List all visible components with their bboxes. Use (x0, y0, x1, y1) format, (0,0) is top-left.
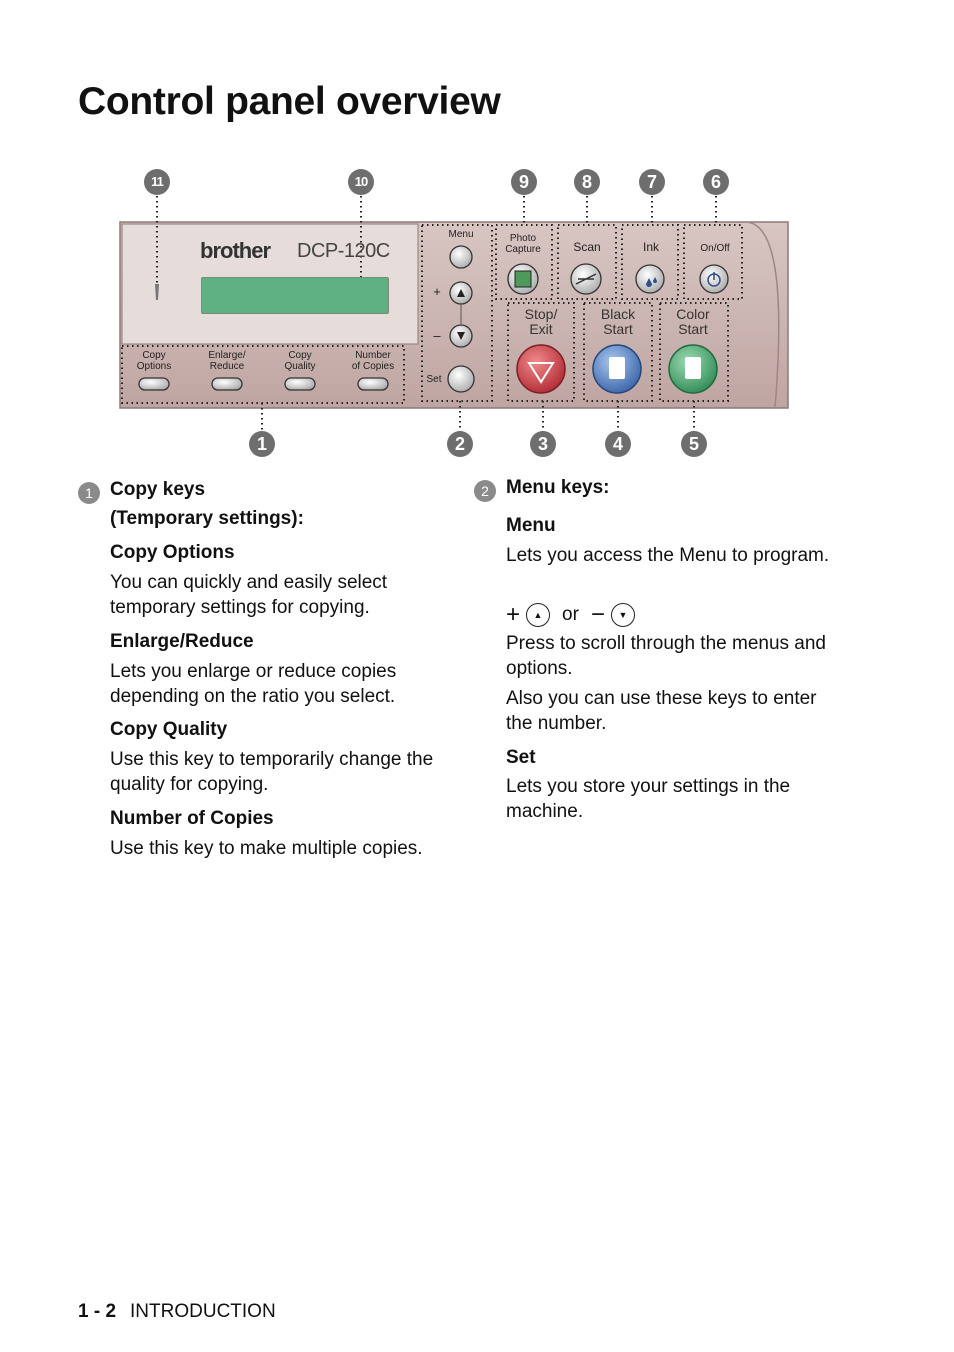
or-text: or (562, 604, 579, 625)
photo-capture-label: Photo Capture (505, 233, 541, 255)
callout-5: 5 (681, 431, 707, 457)
number-of-copies-title: Number of Copies (110, 808, 274, 829)
callout-10: 10 (348, 169, 374, 195)
copy-quality-title: Copy Quality (110, 719, 228, 740)
enlarge-reduce-label: Enlarge/ Reduce (208, 350, 246, 372)
model-name: DCP-120C (297, 240, 390, 262)
footer-section: INTRODUCTION (130, 1301, 276, 1322)
footer-page-number: 1 - 2 (78, 1301, 117, 1322)
lcd-display (201, 277, 389, 314)
copy-options-body: You can quickly and easily select temporary settings for copying. (110, 572, 388, 618)
copy-quality-label: Copy Quality (284, 350, 316, 372)
callout-2: 2 (447, 431, 473, 457)
enter-number-body: Also you can use these keys to enter the number. (506, 688, 817, 734)
copy-keys-heading: Copy keys (110, 479, 206, 500)
menu-body: Lets you access the Menu to program. (506, 545, 830, 566)
plus-minus-keys-line (506, 603, 635, 627)
up-arrow-icon: ▲ (526, 603, 550, 627)
control-panel-figure (0, 160, 954, 470)
callout-8: 8 (574, 169, 600, 195)
set-label: Set (426, 374, 442, 385)
callout-6: 6 (703, 169, 729, 195)
enlarge-reduce-title: Enlarge/Reduce (110, 631, 254, 652)
down-arrow-icon: ▼ (611, 603, 635, 627)
minus-sign: − (590, 601, 605, 628)
menu-title: Menu (506, 515, 556, 536)
set-title: Set (506, 747, 536, 768)
minus-label: – (433, 328, 441, 343)
callout-3: 3 (530, 431, 556, 457)
callout-4: 4 (605, 431, 631, 457)
number-of-copies-body: Use this key to make multiple copies. (110, 838, 423, 859)
callout-1: 1 (249, 431, 275, 457)
copy-quality-body: Use this key to temporarily change the quality for copying. (110, 749, 434, 795)
enlarge-reduce-body: Lets you enlarge or reduce copies depending on the ratio you select. (110, 661, 397, 707)
section-number-2: 2 (474, 480, 496, 502)
menu-keys-heading: Menu keys: (506, 477, 610, 498)
copy-options-title: Copy Options (110, 542, 235, 563)
callout-9: 9 (511, 169, 537, 195)
black-start-label: Black Start (600, 306, 636, 337)
temporary-settings-heading: (Temporary settings): (110, 508, 304, 529)
ink-label: Ink (642, 240, 659, 254)
number-of-copies-label: Number of Copies (351, 350, 395, 372)
page-footer (78, 1301, 276, 1323)
section-number-1: 1 (78, 482, 100, 504)
color-start-label: Color Start (676, 306, 710, 337)
callout-7: 7 (639, 169, 665, 195)
scan-label: Scan (573, 240, 601, 254)
plus-label: + (433, 284, 441, 299)
scroll-body: Press to scroll through the menus and options. (506, 633, 827, 679)
copy-options-label: Copy Options (136, 350, 172, 372)
control-panel-illustration (0, 160, 954, 470)
page-title: Control panel overview (78, 80, 501, 123)
callout-11: 11 (144, 169, 170, 195)
on-off-label: On/Off (700, 243, 730, 254)
menu-label: Menu (448, 229, 474, 240)
set-body: Lets you store your settings in the machine. (506, 776, 791, 822)
brand-logo: brother (200, 238, 270, 263)
plus-sign: + (506, 601, 521, 628)
stop-exit-label: Stop/ Exit (524, 306, 558, 337)
